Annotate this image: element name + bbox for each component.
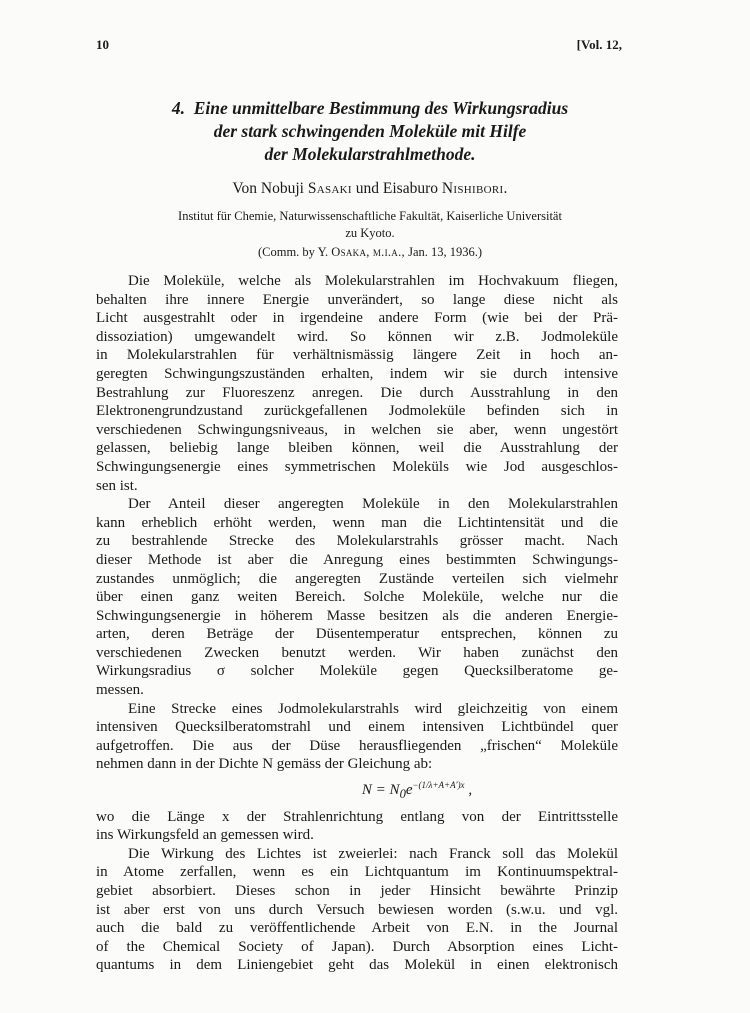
text-line: wo die Länge x der Strahlenrichtung entlang von der Eintrittsstelle bbox=[96, 808, 618, 825]
title-line-2: der stark schwingenden Moleküle mit Hilfe bbox=[213, 121, 527, 141]
title-line-3: der Molekularstrahlmethode. bbox=[264, 144, 476, 164]
text-line: verschiedenen Zwecken benutzt werden. Wir haben zunächst den bbox=[96, 644, 618, 661]
text-line: auch die bald zu veröffentlichende Arbeit von E.N. in the Journal bbox=[96, 920, 618, 937]
author-1-surname: Sasaki bbox=[307, 180, 352, 197]
text-line: Schwingungsenergie eines symmetrischen Moleküls wie Jod ausgeschlos- bbox=[96, 458, 618, 475]
text-line: kann erheblich erhöht werden, wenn man die Lichtintensität und die bbox=[96, 514, 618, 531]
communication-note: (Comm. by Y. Osaka, m.i.a., Jan. 13, 1936.) bbox=[257, 245, 483, 259]
author-line: Von Nobuji Sasaki und Eisaburo Nishibori. bbox=[232, 180, 508, 197]
title-number: 4. bbox=[171, 98, 185, 118]
text-line: Licht ausgestrahlt oder in irgendeine andere Form (wie bei der Prä- bbox=[96, 310, 618, 327]
text-line: dieser Methode ist aber die Anregung eines bestimmten Schwingungs- bbox=[96, 551, 618, 568]
title-line-1: 4. Eine unmittelbare Bestimmung des Wirkungsradius bbox=[171, 98, 569, 118]
text-line: intensiven Quecksilberatomstrahl und einem intensiven Lichtbündel quer bbox=[96, 719, 618, 736]
density-equation: $N = N_0e^{-(1/\lambda+A+A')x}$ , bbox=[361, 780, 473, 802]
institution-line-2: zu Kyoto. bbox=[345, 226, 395, 240]
text-line: aufgetroffen. Die aus der Düse herausfliegenden „frischen“ Moleküle bbox=[96, 737, 618, 754]
text-line: behalten ihre innere Energie unverändert, so lange diese nicht als bbox=[96, 291, 618, 308]
institution-line-1: Institut für Chemie, Naturwissenschaftliche Fakultät, Kaiserliche Universität bbox=[178, 209, 562, 223]
text-line: quantums in dem Liniengebiet geht das Molekül in einen elektronisch bbox=[96, 957, 618, 974]
paragraph-3 bbox=[96, 700, 618, 774]
text-line: dissoziation) umgewandelt wird. So können wir z.B. Jodmoleküle bbox=[96, 328, 618, 345]
text-line: Eine Strecke eines Jodmolekularstrahls wird gleichzeitig von einem bbox=[128, 700, 618, 717]
text-line: geregten Schwingungszuständen erhalten, indem wir sie durch intensive bbox=[96, 365, 618, 382]
text-line: arten, deren Beträge der Düsentemperatur entsprechen, können zu bbox=[96, 626, 618, 643]
text-line: in Atome zerfallen, wenn es ein Lichtquantum im Kontinuumspektral- bbox=[96, 864, 618, 881]
paragraph-2 bbox=[96, 495, 618, 700]
text-line: nehmen dann in der Dichte N gemäss der Gleichung ab: bbox=[96, 756, 433, 773]
text-line: gelassen, beliebig lange bleiben können, weil die Ausstrahlung der bbox=[96, 440, 618, 457]
text-line: ist aber erst von uns durch Versuch bewiesen worden (s.w.u. und vgl. bbox=[96, 901, 618, 918]
text-line: zu bestrahlende Strecke des Molekularstrahls grösser macht. Nach bbox=[96, 533, 618, 550]
article-body bbox=[96, 272, 618, 975]
text-line: sen ist. bbox=[96, 477, 138, 494]
text-line: Die Moleküle, welche als Molekularstrahlen im Hochvakuum fliegen, bbox=[128, 273, 618, 289]
volume-label: [Vol. 12, bbox=[576, 37, 622, 52]
text-line: Die Wirkung des Lichtes ist zweierlei: nach Franck soll das Molekül bbox=[128, 845, 618, 862]
text-line: ins Wirkungsfeld an gemessen wird. bbox=[96, 827, 314, 844]
paragraph-1 bbox=[96, 272, 618, 495]
text-line: Bestrahlung zur Fluoreszenz anregen. Die durch Ausstrahlung in den bbox=[96, 384, 618, 401]
article-title bbox=[100, 97, 640, 166]
text-line: of the Chemical Society of Japan). Durch Absorption eines Licht- bbox=[96, 938, 618, 955]
text-line: Der Anteil dieser angeregten Moleküle in den Molekularstrahlen bbox=[128, 496, 618, 513]
text-line: zustandes unmöglich; die angeregten Zustände verteilen sich vielmehr bbox=[96, 570, 618, 587]
author-2-surname: Nishibori. bbox=[441, 180, 508, 197]
institution bbox=[115, 208, 625, 242]
text-line: gebiet absorbiert. Dieses schon in jeder Hinsicht bewährte Prinzip bbox=[96, 883, 618, 899]
text-line: Schwingungsenergie in höherem Masse besitzen als die anderen Energie- bbox=[96, 607, 618, 624]
page-number: 10 bbox=[96, 37, 109, 52]
text-line: messen. bbox=[96, 682, 144, 699]
text-line: in Molekularstrahlen für verhältnismässig längere Zeit in hoch an- bbox=[96, 347, 618, 364]
text-line: Elektronengrundzustand zurückgefallenen Jodmoleküle befinden sich in bbox=[96, 403, 618, 420]
text-line: Wirkungsradius σ solcher Moleküle gegen Quecksilberatome ge- bbox=[96, 663, 618, 680]
text-line: über einen ganz weiten Bereich. Solche Moleküle, welche nur die bbox=[96, 589, 618, 606]
paragraph-4 bbox=[96, 808, 618, 845]
paragraph-5 bbox=[96, 845, 618, 975]
text-line: verschiedenen Schwingungsniveaus, in welchen sie aber, wenn ungestört bbox=[96, 421, 618, 438]
